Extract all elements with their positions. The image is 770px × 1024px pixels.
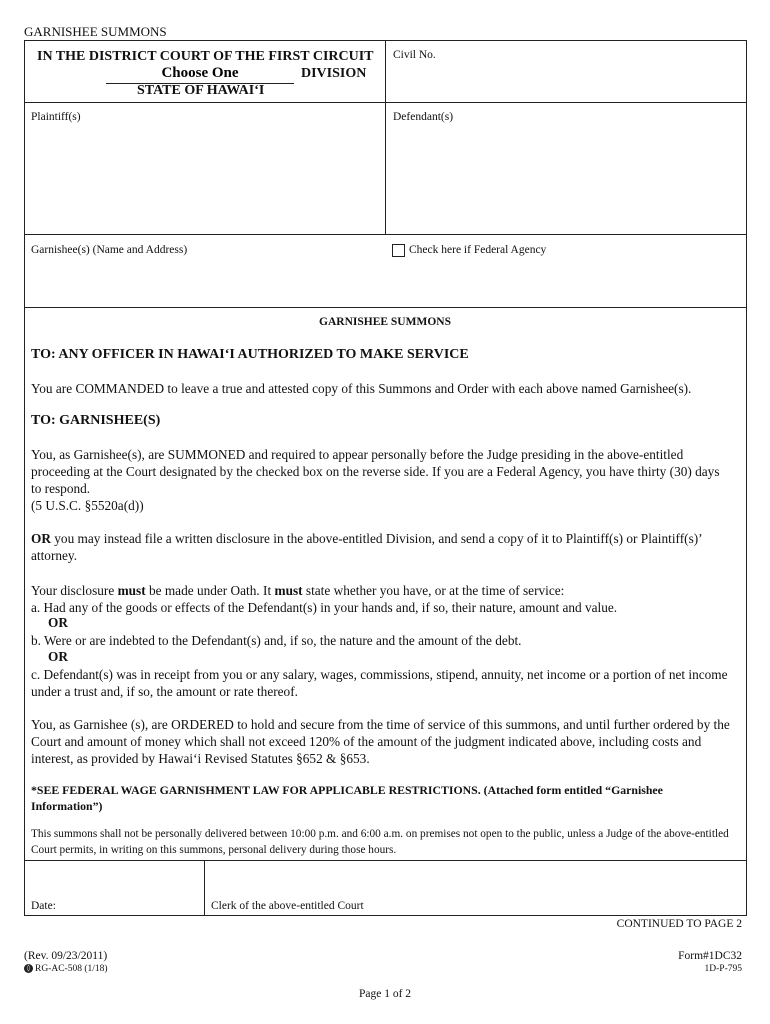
oath-text-1: Your disclosure — [31, 583, 118, 598]
divider-garnishee — [24, 307, 747, 308]
to-officer-heading: TO: ANY OFFICER IN HAWAI‘I AUTHORIZED TO MAKE SERVICE — [31, 347, 469, 362]
court-name: IN THE DISTRICT COURT OF THE FIRST CIRCUIT — [37, 49, 374, 64]
seal-icon: ◊ — [24, 964, 33, 973]
rg-code-row — [24, 964, 108, 974]
box-right-border — [746, 40, 747, 916]
division-select[interactable] — [106, 65, 294, 84]
date-label: Date: — [31, 900, 56, 912]
item-c: c. Defendant(s) was in receipt from you or any salary, wages, commissions, stipend, annuity, net income or a portion of net income under a trust and, if so, the amount or rate thereof. — [31, 667, 728, 699]
or-paragraph — [31, 530, 731, 564]
item-b: b. Were or are indebted to the Defendant(s) and, if so, the nature and the amount of the debt. — [31, 633, 522, 648]
must-keyword-1: must — [117, 583, 146, 598]
form-code: 1D-P-795 — [704, 964, 742, 974]
must-keyword-2: must — [274, 583, 303, 598]
defendant-label: Defendant(s) — [393, 111, 454, 123]
defendant-input[interactable] — [392, 128, 742, 232]
commanded-paragraph: You are COMMANDED to leave a true and attested copy of this Summons and Order with each above named Garnishee(s). — [31, 381, 692, 396]
instead-text: you may instead file a written disclosure in the above-entitled Division, and send a copy of it to Plaintiff(s) or Plaintiff(s)’ attorney. — [31, 531, 702, 563]
delivery-notice: This summons shall not be personally delivered between 10:00 p.m. and 6:00 a.m. on premises not open to the public, unless a Judge of the above-entitled Court permits, in writing on this summons, personal delivery during those hours. — [31, 828, 729, 856]
divider-vertical-top — [385, 40, 386, 235]
plaintiff-label: Plaintiff(s) — [31, 111, 81, 123]
item-a: a. Had any of the goods or effects of the Defendant(s) in your hands and, if so, their nature, amount and value. — [31, 600, 618, 615]
division-label: DIVISION — [301, 66, 367, 81]
clerk-label: Clerk of the above-entitled Court — [211, 900, 364, 912]
page-number: Page 1 of 2 — [358, 988, 412, 1000]
box-bottom-border — [24, 915, 747, 916]
summoned-paragraph: You, as Garnishee(s), are SUMMONED and required to appear personally before the Judge presiding in the above-entitled proceeding at the Court designated by the checked box on the reverse side. If you are a Federal Agency, you have thirty (30) days to respond. — [31, 447, 720, 496]
or-separator-1: OR — [48, 615, 68, 630]
form-title: GARNISHEE SUMMONS — [24, 24, 167, 39]
section-title: GARNISHEE SUMMONS — [319, 316, 451, 328]
or-separator-2: OR — [48, 649, 68, 664]
form-number: Form#1DC32 — [678, 950, 742, 962]
division-row — [106, 64, 366, 84]
civil-no-label: Civil No. — [393, 49, 436, 61]
date-input[interactable] — [66, 864, 202, 914]
garnishee-input[interactable] — [30, 261, 382, 305]
oath-text-2: be made under Oath. It — [145, 583, 275, 598]
oath-paragraph — [31, 582, 731, 599]
ordered-paragraph: You, as Garnishee (s), are ORDERED to hold and secure from the time of service of this summons, and until further ordered by the Court and amount of money which shall not exceed 120% of the amount of the judgment indicated above, including costs and interest, as provided by Hawai‘i Revised Statutes §652 & §653. — [31, 717, 730, 766]
box-left-border — [24, 40, 25, 916]
federal-law-notice: *SEE FEDERAL WAGE GARNISHMENT LAW FOR APPLICABLE RESTRICTIONS. (Attached form entitled “Garnishee Information”) — [31, 783, 663, 813]
garnishee-label: Garnishee(s) (Name and Address) — [31, 244, 188, 256]
federal-agency-label: Check here if Federal Agency — [409, 244, 547, 256]
rg-code: RG-AC-508 (1/18) — [35, 964, 108, 974]
divider-vertical-sign — [204, 860, 205, 916]
divider-signature — [24, 860, 747, 861]
or-keyword: OR — [31, 531, 51, 546]
plaintiff-input[interactable] — [30, 128, 382, 232]
oath-text-3: state whether you have, or at the time of service: — [302, 583, 565, 598]
to-garnishee-heading: TO: GARNISHEE(S) — [31, 413, 161, 428]
federal-agency-checkbox[interactable] — [392, 244, 405, 257]
revision-date: (Rev. 09/23/2011) — [24, 950, 108, 962]
civil-no-input[interactable] — [392, 66, 742, 98]
state-label: STATE OF HAWAI‘I — [137, 83, 265, 98]
continued-note: CONTINUED TO PAGE 2 — [616, 918, 742, 930]
usc-citation: (5 U.S.C. §5520a(d)) — [31, 498, 144, 513]
